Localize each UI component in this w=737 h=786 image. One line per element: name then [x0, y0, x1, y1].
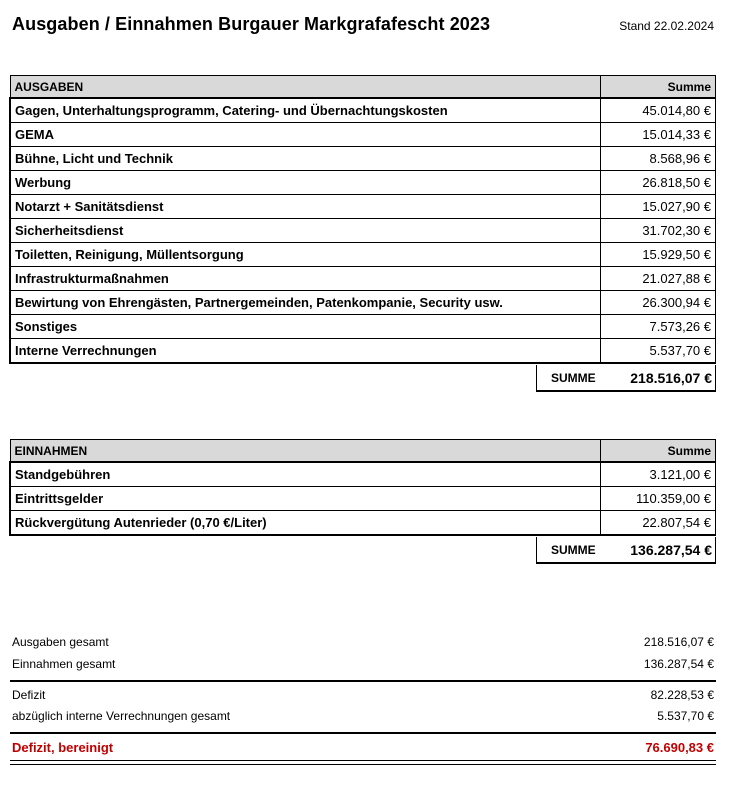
- table-row: [10, 147, 716, 171]
- row-value: 21.027,88 €: [601, 267, 716, 291]
- table-row: [10, 171, 716, 195]
- table-row: [10, 291, 716, 315]
- row-value: 3.121,00 €: [601, 462, 716, 487]
- einnahmen-gesamt-line: [12, 657, 714, 671]
- divider: [10, 732, 716, 734]
- einnahmen-gesamt-value: 136.287,54 €: [643, 657, 714, 671]
- table-row: [10, 487, 716, 511]
- table-row: [10, 339, 716, 364]
- row-label: Toiletten, Reinigung, Müllentsorgung: [10, 243, 601, 267]
- row-label: Notarzt + Sanitätsdienst: [10, 195, 601, 219]
- row-value: 45.014,80 €: [601, 98, 716, 123]
- table-header-row: [10, 76, 716, 99]
- defizit-bereinigt-label: Defizit, bereinigt: [12, 740, 114, 755]
- row-value: 26.300,94 €: [601, 291, 716, 315]
- row-label: Interne Verrechnungen: [10, 339, 601, 364]
- row-value: 5.537,70 €: [601, 339, 716, 364]
- einnahmen-summe: [536, 537, 716, 564]
- row-label: Rückvergütung Autenrieder (0,70 €/Liter): [10, 511, 601, 536]
- row-label: Bühne, Licht und Technik: [10, 147, 601, 171]
- ausgaben-gesamt-label: Ausgaben gesamt: [12, 635, 109, 649]
- table-row: [10, 462, 716, 487]
- row-label: GEMA: [10, 123, 601, 147]
- table-row: [10, 267, 716, 291]
- ausgaben-gesamt-line: [12, 635, 714, 649]
- einnahmen-header-value: Summe: [601, 440, 716, 463]
- ausgaben-gesamt-value: 218.516,07 €: [643, 635, 714, 649]
- row-label: Eintrittsgelder: [10, 487, 601, 511]
- ausgaben-summe: [536, 365, 716, 392]
- row-label: Werbung: [10, 171, 601, 195]
- ausgaben-table: [9, 75, 716, 364]
- row-value: 110.359,00 €: [601, 487, 716, 511]
- defizit-value: 82.228,53 €: [650, 688, 714, 702]
- row-label: Standgebühren: [10, 462, 601, 487]
- ausgaben-header-label: AUSGABEN: [10, 76, 601, 99]
- page-title: Ausgaben / Einnahmen Burgauer Markgrafafescht 2023: [12, 14, 491, 34]
- row-value: 31.702,30 €: [601, 219, 716, 243]
- row-value: 15.929,50 €: [601, 243, 716, 267]
- summe-label: SUMME: [551, 542, 596, 557]
- table-row: [10, 195, 716, 219]
- table-row: [10, 315, 716, 339]
- row-label: Gagen, Unterhaltungsprogramm, Catering- und Übernachtungskosten: [10, 98, 601, 123]
- double-underline: [10, 760, 716, 765]
- row-value: 15.027,90 €: [601, 195, 716, 219]
- table-row: [10, 219, 716, 243]
- defizit-line: [12, 688, 714, 702]
- row-label: Bewirtung von Ehrengästen, Partnergemeinden, Patenkompanie, Security usw.: [10, 291, 601, 315]
- table-row: [10, 98, 716, 123]
- abzueglich-line: [12, 709, 714, 723]
- defizit-bereinigt-line: [12, 740, 714, 755]
- summe-value: 136.287,54 €: [630, 541, 712, 558]
- row-value: 26.818,50 €: [601, 171, 716, 195]
- table-header-row: [10, 440, 716, 463]
- row-label: Sonstiges: [10, 315, 601, 339]
- row-label: Sicherheitsdienst: [10, 219, 601, 243]
- divider: [10, 680, 716, 682]
- einnahmen-gesamt-label: Einnahmen gesamt: [12, 657, 116, 671]
- table-row: [10, 123, 716, 147]
- abzueglich-value: 5.537,70 €: [657, 709, 714, 723]
- table-row: [10, 511, 716, 536]
- ausgaben-header-value: Summe: [601, 76, 716, 99]
- abzueglich-label: abzüglich interne Verrechnungen gesamt: [12, 709, 231, 723]
- stand-date: Stand 22.02.2024: [619, 19, 714, 33]
- row-value: 7.573,26 €: [601, 315, 716, 339]
- table-row: [10, 243, 716, 267]
- row-label: Infrastrukturmaßnahmen: [10, 267, 601, 291]
- defizit-label: Defizit: [12, 688, 46, 702]
- einnahmen-table: [9, 439, 716, 536]
- summe-label: SUMME: [551, 370, 596, 385]
- row-value: 22.807,54 €: [601, 511, 716, 536]
- row-value: 15.014,33 €: [601, 123, 716, 147]
- defizit-bereinigt-value: 76.690,83 €: [645, 740, 714, 755]
- row-value: 8.568,96 €: [601, 147, 716, 171]
- summe-value: 218.516,07 €: [630, 369, 712, 386]
- einnahmen-header-label: EINNAHMEN: [10, 440, 601, 463]
